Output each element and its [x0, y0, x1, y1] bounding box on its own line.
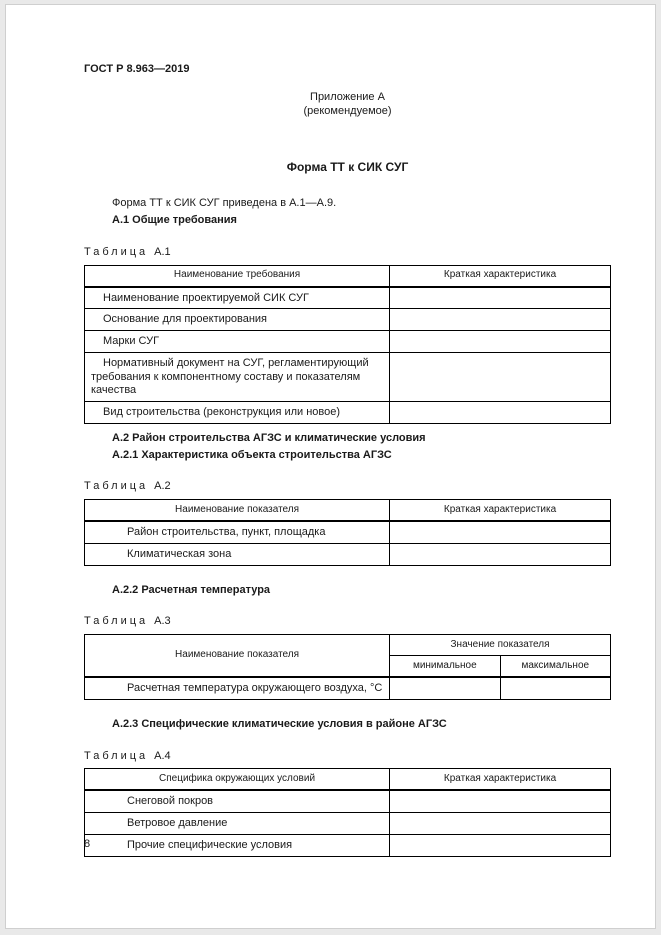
condition-label: Снеговой покров	[85, 790, 390, 812]
table-row	[85, 790, 611, 812]
indicator-label: Климатическая зона	[85, 543, 390, 565]
table-caption-number: А.2	[154, 480, 171, 493]
table-a3-value-group-header: Значение показателя	[390, 635, 611, 656]
table-a1	[84, 265, 611, 424]
table-a2-col2-header: Краткая характеристика	[390, 500, 611, 522]
table-a1-col1-header: Наименование требования	[85, 265, 390, 287]
table-caption-number: А.1	[154, 245, 171, 258]
indicator-label: Расчетная температура окружающего воздуха, °С	[85, 677, 390, 699]
table-a4-col2-header: Краткая характеристика	[390, 769, 611, 791]
table-a3	[84, 634, 611, 700]
table-a3-max-header: максимальное	[500, 656, 610, 678]
empty-value-cell	[390, 309, 611, 331]
heading-a2-1: А.2.1 Характеристика объекта строительства АГЗС	[112, 448, 392, 461]
appendix-subtitle: (рекомендуемое)	[303, 104, 392, 117]
table-row	[85, 352, 611, 401]
table-row	[85, 402, 611, 424]
table-a2-col1-header: Наименование показателя	[85, 500, 390, 522]
table-a1-caption	[84, 246, 611, 260]
table-a4-caption	[84, 750, 611, 764]
page-number: 8	[84, 838, 91, 851]
table-a3-caption	[84, 615, 611, 629]
empty-value-cell	[390, 834, 611, 856]
empty-value-cell	[500, 677, 610, 699]
table-row	[85, 287, 611, 309]
table-row	[85, 834, 611, 856]
appendix-title: Приложение А	[310, 90, 385, 103]
heading-a2-3: А.2.3 Специфические климатические условия в районе АГЗС	[112, 717, 447, 730]
empty-value-cell	[390, 543, 611, 565]
condition-label: Ветровое давление	[85, 813, 390, 835]
table-row	[85, 543, 611, 565]
table-a4	[84, 768, 611, 856]
requirement-label: Основание для проектирования	[85, 309, 390, 331]
table-caption-number: А.3	[154, 615, 171, 628]
empty-value-cell	[390, 521, 611, 543]
heading-a2: А.2 Район строительства АГЗС и климатические условия	[112, 431, 426, 444]
table-a3-min-header: минимальное	[390, 656, 500, 678]
appendix-block	[84, 91, 611, 119]
table-a4-header-row	[85, 769, 611, 791]
table-a3-col1-header: Наименование показателя	[85, 635, 390, 678]
requirement-label: Нормативный документ на СУГ, регламентирующий требования к компонентному составу и показателям качества	[85, 352, 390, 401]
empty-value-cell	[390, 402, 611, 424]
empty-value-cell	[390, 790, 611, 812]
document-page	[5, 4, 656, 929]
table-row	[85, 813, 611, 835]
empty-value-cell	[390, 287, 611, 309]
main-title: Форма ТТ к СИК СУГ	[286, 160, 409, 175]
table-a3-header-row-1	[85, 635, 611, 656]
indicator-label: Район строительства, пункт, площадка	[85, 521, 390, 543]
intro-paragraph: Форма ТТ к СИК СУГ приведена в А.1—А.9.	[112, 197, 337, 210]
table-caption-word: Таблица	[84, 615, 149, 628]
empty-value-cell	[390, 813, 611, 835]
requirement-label: Вид строительства (реконструкция или новое)	[85, 402, 390, 424]
table-a2	[84, 499, 611, 566]
table-caption-word: Таблица	[84, 749, 149, 762]
empty-value-cell	[390, 677, 500, 699]
table-a1-col2-header: Краткая характеристика	[390, 265, 611, 287]
empty-value-cell	[390, 352, 611, 401]
condition-label: Прочие специфические условия	[85, 834, 390, 856]
table-a4-col1-header: Специфика окружающих условий	[85, 769, 390, 791]
table-a1-header-row	[85, 265, 611, 287]
table-caption-number: А.4	[154, 749, 171, 762]
requirement-label: Наименование проектируемой СИК СУГ	[85, 287, 390, 309]
requirement-label: Марки СУГ	[85, 331, 390, 353]
empty-value-cell	[390, 331, 611, 353]
table-row	[85, 521, 611, 543]
table-a2-header-row	[85, 500, 611, 522]
document-header: ГОСТ Р 8.963—2019	[84, 63, 190, 75]
heading-a2-2: А.2.2 Расчетная температура	[112, 583, 271, 596]
heading-a1: А.1 Общие требования	[112, 214, 237, 226]
table-row	[85, 309, 611, 331]
table-row	[85, 677, 611, 699]
table-row	[85, 331, 611, 353]
table-caption-word: Таблица	[84, 480, 149, 493]
table-caption-word: Таблица	[84, 245, 149, 258]
table-a2-caption	[84, 480, 611, 494]
